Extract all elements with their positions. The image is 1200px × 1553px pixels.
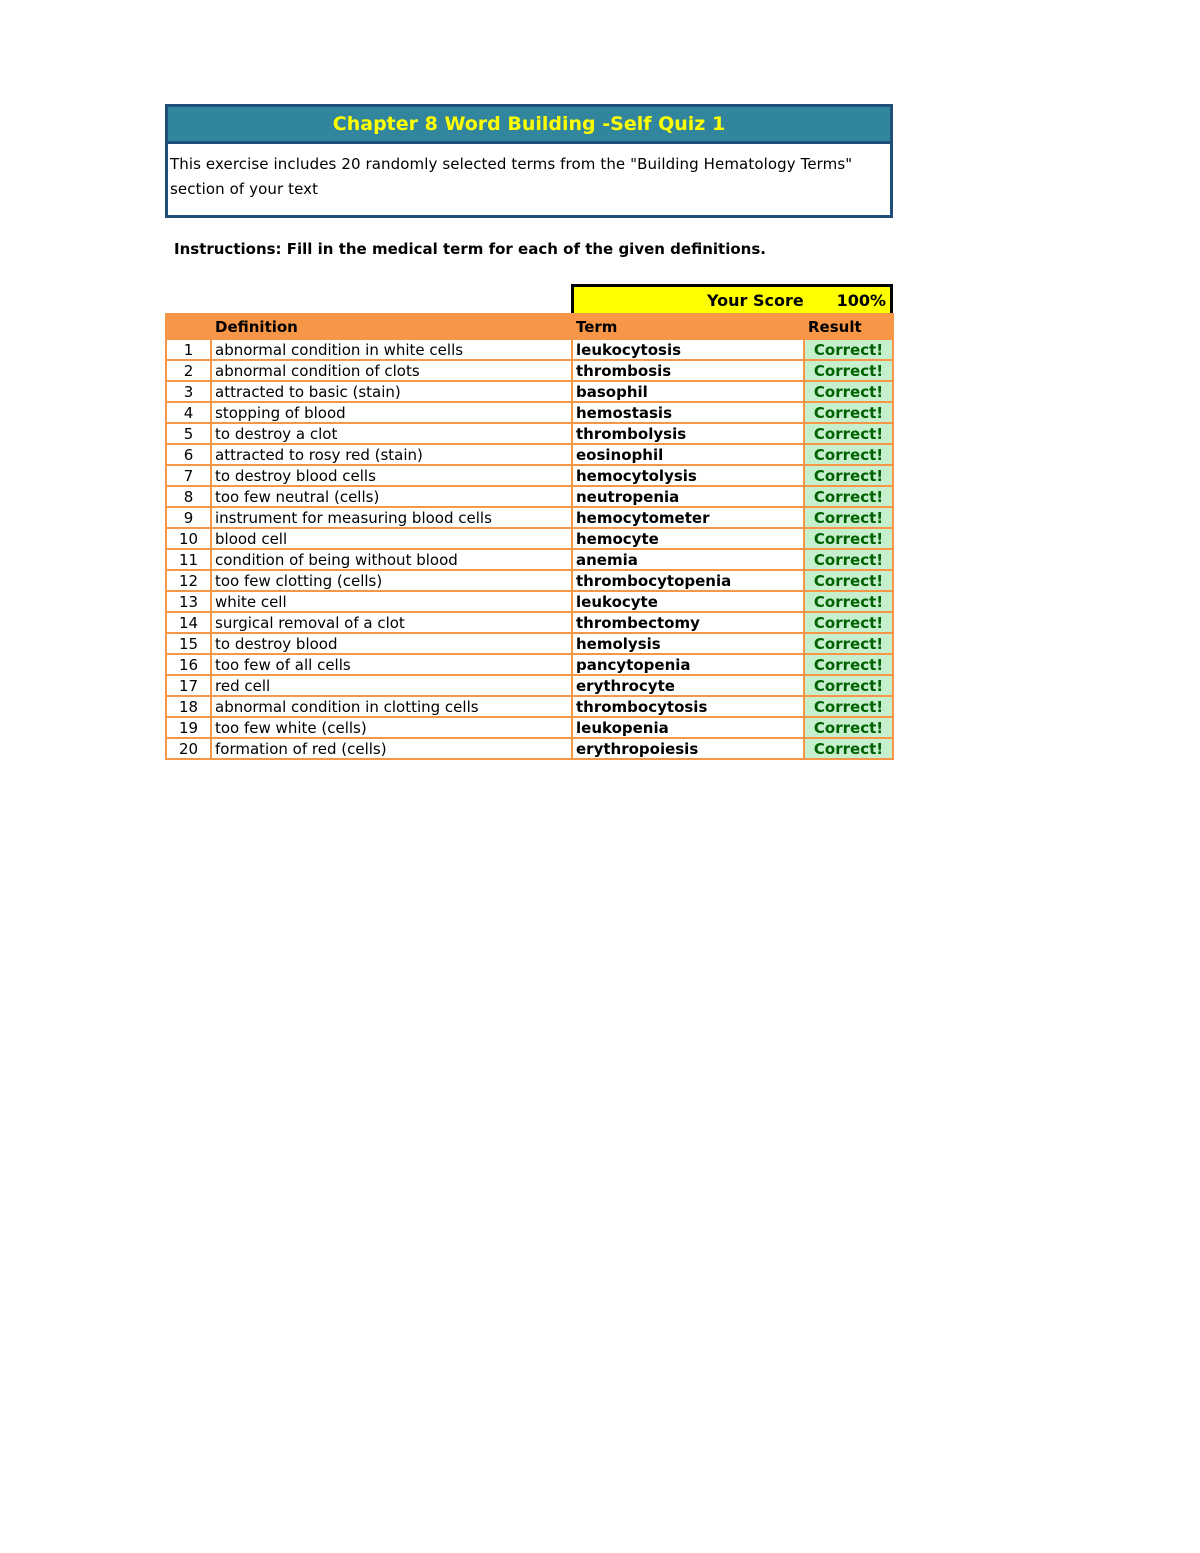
definition-cell: abnormal condition in white cells <box>211 339 572 360</box>
quiz-title: Chapter 8 Word Building -Self Quiz 1 <box>168 107 890 144</box>
result-cell: Correct! <box>804 570 893 591</box>
description-line-1: This exercise includes 20 randomly selected terms from the "Building Hematology Terms" <box>170 155 853 173</box>
quiz-header-box <box>165 104 893 218</box>
table-row <box>166 423 893 444</box>
instructions-text: Instructions: Fill in the medical term for each of the given definitions. <box>174 240 766 258</box>
table-row <box>166 738 893 759</box>
description-line-2: section of your text <box>170 180 319 198</box>
term-answer-cell[interactable]: basophil <box>572 381 804 402</box>
table-row <box>166 381 893 402</box>
term-answer-cell[interactable]: hemocytolysis <box>572 465 804 486</box>
result-cell: Correct! <box>804 486 893 507</box>
result-cell: Correct! <box>804 738 893 759</box>
row-number: 20 <box>166 738 211 759</box>
table-body <box>166 339 893 759</box>
row-number: 16 <box>166 654 211 675</box>
result-cell: Correct! <box>804 402 893 423</box>
result-cell: Correct! <box>804 717 893 738</box>
definition-cell: abnormal condition of clots <box>211 360 572 381</box>
result-cell: Correct! <box>804 591 893 612</box>
term-answer-cell[interactable]: anemia <box>572 549 804 570</box>
table-row <box>166 444 893 465</box>
definition-cell: to destroy blood cells <box>211 465 572 486</box>
definition-cell: instrument for measuring blood cells <box>211 507 572 528</box>
definition-cell: condition of being without blood <box>211 549 572 570</box>
definition-cell: too few white (cells) <box>211 717 572 738</box>
definition-cell: abnormal condition in clotting cells <box>211 696 572 717</box>
table-row <box>166 402 893 423</box>
definition-cell: too few of all cells <box>211 654 572 675</box>
quiz-table <box>165 313 894 760</box>
term-answer-cell[interactable]: eosinophil <box>572 444 804 465</box>
term-answer-cell[interactable]: erythropoiesis <box>572 738 804 759</box>
term-answer-cell[interactable]: hemocytometer <box>572 507 804 528</box>
row-number: 14 <box>166 612 211 633</box>
result-cell: Correct! <box>804 696 893 717</box>
table-row <box>166 612 893 633</box>
definition-cell: formation of red (cells) <box>211 738 572 759</box>
result-cell: Correct! <box>804 423 893 444</box>
definition-cell: to destroy blood <box>211 633 572 654</box>
term-answer-cell[interactable]: thrombectomy <box>572 612 804 633</box>
definition-cell: blood cell <box>211 528 572 549</box>
table-row <box>166 360 893 381</box>
result-cell: Correct! <box>804 633 893 654</box>
term-answer-cell[interactable]: leukopenia <box>572 717 804 738</box>
score-value: 100% <box>836 290 886 310</box>
definition-cell: attracted to rosy red (stain) <box>211 444 572 465</box>
column-header-term: Term <box>572 314 804 339</box>
definition-cell: surgical removal of a clot <box>211 612 572 633</box>
table-row <box>166 339 893 360</box>
term-answer-cell[interactable]: hemostasis <box>572 402 804 423</box>
column-header-result: Result <box>804 314 893 339</box>
definition-cell: stopping of blood <box>211 402 572 423</box>
result-cell: Correct! <box>804 654 893 675</box>
definition-cell: to destroy a clot <box>211 423 572 444</box>
result-cell: Correct! <box>804 612 893 633</box>
term-answer-cell[interactable]: thrombolysis <box>572 423 804 444</box>
table-row <box>166 528 893 549</box>
row-number: 19 <box>166 717 211 738</box>
table-row <box>166 591 893 612</box>
row-number: 15 <box>166 633 211 654</box>
term-answer-cell[interactable]: neutropenia <box>572 486 804 507</box>
term-answer-cell[interactable]: erythrocyte <box>572 675 804 696</box>
term-answer-cell[interactable]: hemolysis <box>572 633 804 654</box>
row-number: 10 <box>166 528 211 549</box>
table-header-row <box>166 314 893 339</box>
table-row <box>166 633 893 654</box>
table-row <box>166 486 893 507</box>
table-row <box>166 675 893 696</box>
quiz-description <box>168 144 890 202</box>
term-answer-cell[interactable]: thrombosis <box>572 360 804 381</box>
score-label: Your Score <box>707 290 804 310</box>
row-number: 18 <box>166 696 211 717</box>
row-number: 1 <box>166 339 211 360</box>
definition-cell: red cell <box>211 675 572 696</box>
row-number: 6 <box>166 444 211 465</box>
table-row <box>166 570 893 591</box>
result-cell: Correct! <box>804 339 893 360</box>
result-cell: Correct! <box>804 465 893 486</box>
table-row <box>166 654 893 675</box>
term-answer-cell[interactable]: hemocyte <box>572 528 804 549</box>
row-number: 12 <box>166 570 211 591</box>
row-number: 13 <box>166 591 211 612</box>
term-answer-cell[interactable]: leukocyte <box>572 591 804 612</box>
table-row <box>166 696 893 717</box>
result-cell: Correct! <box>804 444 893 465</box>
score-box <box>571 284 893 316</box>
row-number: 2 <box>166 360 211 381</box>
table-row <box>166 507 893 528</box>
term-answer-cell[interactable]: thrombocytosis <box>572 696 804 717</box>
row-number: 9 <box>166 507 211 528</box>
row-number: 7 <box>166 465 211 486</box>
row-number: 5 <box>166 423 211 444</box>
row-number: 3 <box>166 381 211 402</box>
row-number: 4 <box>166 402 211 423</box>
result-cell: Correct! <box>804 381 893 402</box>
table-row <box>166 717 893 738</box>
result-cell: Correct! <box>804 507 893 528</box>
definition-cell: too few neutral (cells) <box>211 486 572 507</box>
row-number: 17 <box>166 675 211 696</box>
column-header-number <box>166 314 211 339</box>
term-answer-cell[interactable]: pancytopenia <box>572 654 804 675</box>
table-row <box>166 549 893 570</box>
definition-cell: too few clotting (cells) <box>211 570 572 591</box>
term-answer-cell[interactable]: thrombocytopenia <box>572 570 804 591</box>
result-cell: Correct! <box>804 528 893 549</box>
table-row <box>166 465 893 486</box>
result-cell: Correct! <box>804 360 893 381</box>
result-cell: Correct! <box>804 549 893 570</box>
definition-cell: white cell <box>211 591 572 612</box>
row-number: 11 <box>166 549 211 570</box>
column-header-definition: Definition <box>211 314 572 339</box>
term-answer-cell[interactable]: leukocytosis <box>572 339 804 360</box>
row-number: 8 <box>166 486 211 507</box>
definition-cell: attracted to basic (stain) <box>211 381 572 402</box>
result-cell: Correct! <box>804 675 893 696</box>
